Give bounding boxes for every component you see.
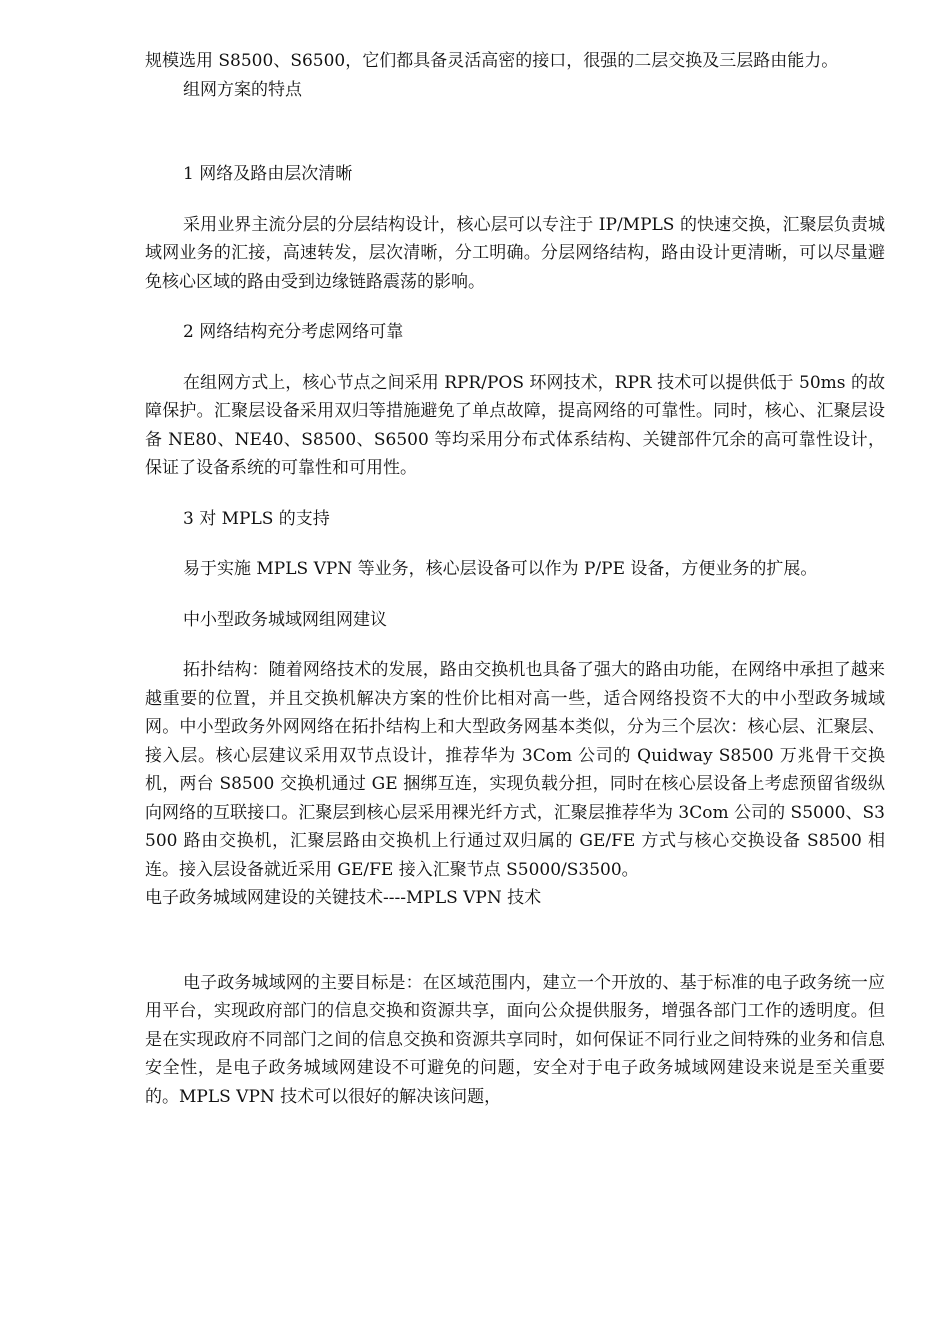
intro-continuation-paragraph: 规模选用 S8500、S6500，它们都具备灵活高密的接口，很强的二层交换及三层路由能力。 xyxy=(145,51,839,71)
spacer xyxy=(145,913,885,969)
spacer xyxy=(145,584,885,606)
spacer xyxy=(145,347,885,369)
spacer xyxy=(145,189,885,211)
spacer xyxy=(145,104,885,160)
document-body xyxy=(145,47,885,1111)
feature3-title: 3 对 MPLS 的支持 xyxy=(183,508,330,529)
features-heading: 组网方案的特点 xyxy=(183,79,302,100)
feature2-title: 2 网络结构充分考虑网络可靠 xyxy=(183,322,404,342)
small-network-paragraph: 拓扑结构：随着网络技术的发展，路由交换机也具备了强大的路由功能，在网络中承担了越来越重要的位置，并且交换机解决方案的性价比相对高一些，适合网络投资不大的中小型政务城域网。中小型政务外网网络在拓扑结构上和大型政务网基本类似，分为三个层次：核心层、汇聚层、接入层。核心层建议采用双节点设计，推荐华为 3Com 公司的 Quidway S8500 万兆骨干交换机，两台 S8500 交换机通过 GE 捆绑互连，实现负载分担，同时在核心层设备上考虑预留省级纵向网络的互联接口。汇聚层到核心层采用裸光纤方式，汇聚层推荐华为 3Com 公司的 S5000、S3500 路由交换机，汇聚层路由交换机上行通过双归属的 GE/FE 方式与核心交换设备 S8500 相连。接入层设备就近采用 GE/FE 接入汇聚节点 S5000/S3500。 xyxy=(145,660,885,880)
mpls-vpn-paragraph: 电子政务城域网的主要目标是：在区域范围内，建立一个开放的、基于标准的电子政务统一应用平台，实现政府部门的信息交换和资源共享，面向公众提供服务，增强各部门工作的透明度。但是在实现政府不同部门之间的信息交换和资源共享同时，如何保证不同行业之间特殊的业务和信息安全性，是电子政务城域网建设不可避免的问题，安全对于电子政务城域网建设来说是至关重要的。MPLS VPN 技术可以很好的解决该问题， xyxy=(145,972,885,1107)
spacer xyxy=(145,483,885,505)
spacer xyxy=(145,634,885,656)
mpls-vpn-heading: 电子政务城域网建设的关键技术----MPLS VPN 技术 xyxy=(145,888,542,908)
small-network-heading: 中小型政务城域网组网建议 xyxy=(183,609,387,630)
spacer xyxy=(145,296,885,318)
feature1-title: 1 网络及路由层次清晰 xyxy=(183,164,353,184)
spacer xyxy=(145,533,885,555)
feature2-paragraph: 在组网方式上，核心节点之间采用 RPR/POS 环网技术，RPR 技术可以提供低于 50ms 的故障保护。汇聚层设备采用双归等措施避免了单点故障，提高网络的可靠性。同时，核心、汇聚层设备 NE80、NE40、S8500、S6500 等均采用分布式体系结构、关键部件冗余的高可靠性设计，保证了设备系统的可靠性和可用性。 xyxy=(145,372,885,478)
feature1-paragraph: 采用业界主流分层的分层结构设计，核心层可以专注于 IP/MPLS 的快速交换，汇聚层负责城域网业务的汇接，高速转发，层次清晰，分工明确。分层网络结构，路由设计更清晰，可以尽量避免核心区域的路由受到边缘链路震荡的影响。 xyxy=(145,214,885,292)
feature3-paragraph: 易于实施 MPLS VPN 等业务，核心层设备可以作为 P/PE 设备，方便业务的扩展。 xyxy=(183,559,818,579)
